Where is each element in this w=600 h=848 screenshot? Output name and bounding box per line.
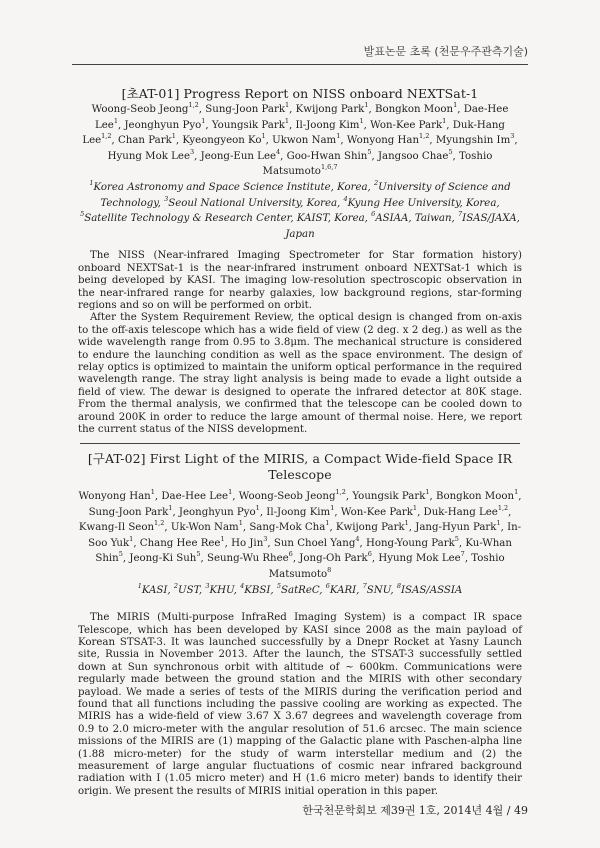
affiliation-number: 3 [164, 194, 169, 203]
affiliation-marker: 1 [330, 503, 335, 512]
affiliation-name: University of Science and Technology, [100, 181, 511, 209]
author-name: Sung-Joon Park [88, 506, 169, 518]
affiliation-name: SatReC, [281, 584, 326, 596]
author-name: In-Soo Yuk [88, 522, 522, 549]
author-name: Hyung Mok Lee [378, 553, 461, 565]
author-list: Wonyong Han$^1$, Dae-Hee Lee$^1$, Woong-Seob Jeong$^{1,2}$, Youngsik Park$^1$, Bongkon Moon$^1$, Sung-Joon Park$^1$, Jeonghyun Pyo$^1$, Il-Joong Kim$^1$, Won-Kee Park$^1$, Duk-Hang Lee$^{1,2}$, Kwang-Il Seon$^{1,2}$, Uk-Won Nam$^1$, Sang-Mok Cha$^1$, Kwijong Park$^1$, Jang-Hyun Park$^1$, In-Soo Yuk$^1$, Chang Hee Ree$^1$, Ho Jin$^3$, Sun Choel Yang$^4$, Hong-Young Park$^5$, Ku-Whan Shin$^5$, Jeong-Ki Suh$^5$, Seung-Wu Rhee$^6$, Jong-Oh Park$^6$, Hyung Mok Lee$^7$, Toshio Matsumoto$^8$ [78, 488, 522, 580]
author-name: Chang Hee Ree [139, 537, 221, 549]
affiliation-marker: 1 [514, 488, 519, 496]
affiliation-marker: 1 [150, 488, 155, 496]
author-name: Myungshin Im [435, 135, 511, 147]
affiliation-marker: 5 [454, 534, 459, 543]
author-name: Youngsik Park [352, 491, 426, 502]
author-name: Il-Joong Kim [295, 119, 360, 131]
abstract-title: [초AT-01] Progress Report on NISS onboard NEXTSat-1 [121, 86, 479, 101]
affiliation-marker: 4 [355, 534, 360, 543]
abstract-title: [구AT-02] First Light of the MIRIS, a Compact Wide-field Space IR Telescope [87, 451, 513, 482]
affiliation-marker: 1,2 [101, 132, 112, 141]
affiliation-marker: 1 [284, 116, 290, 125]
affiliation-marker: 1 [442, 116, 447, 125]
author-name: Jong-Oh Park [299, 553, 368, 565]
author-name: Sang-Mok Cha [249, 522, 326, 534]
abstract-paragraph: The MIRIS (Multi-purpose InfraRed Imaging System) is a compact IR space Telescope, which has been developed by KASI since 2008 as the main payload of Korean STSAT-3. It was launched successfully by a Dnepr Rocket at Yasny Launch site, Russia in November 2013. After the launch, the STSAT-3 successfully settled down at Sun synchronous orbit with altitude of ~ 600km. Communications were regularly made between the ground station and the MIRIS with other secondary payload. We made a series of tests of the MIRIS during the verification period and found that all functions including the passive cooling are working as expected. The MIRIS has a wide-field of view 3.67 X 3.67 degrees and wavelength coverage from 0.9 to 2.0 micro-meter with the angular resolution of 51.6 arcsec. The main science missions of the MIRIS are (1) mapping of the Galactic plane with Paschen-alpha line (1.88 micro-meter) for the study of warm interstellar medium and (2) the measurement of large angular fluctuations of cosmic near infrared background radiation with I (1.05 micro meter) and H (1.6 micro meter) bands to identify their origin. We present the results of MIRIS initial operation in this paper. [78, 612, 522, 797]
affiliation-marker: 3 [510, 132, 515, 141]
affiliation-marker: 1 [261, 132, 266, 141]
author-name: Il-Joong Kim [266, 506, 331, 518]
author-name: Seung-Wu Rhee [206, 553, 289, 565]
section-rule [80, 443, 520, 444]
affiliation-marker: 5 [118, 550, 123, 559]
affiliation-list [78, 583, 522, 599]
affiliation-marker: 1,2 [154, 519, 165, 528]
author-name: Toshio Matsumoto [268, 553, 505, 580]
author-name: Duk-Hang Lee [82, 119, 505, 147]
abstract-paragraph: After the System Requirement Review, the optical design is changed from on-axis to the off-axis telescope which has a wide field of view (2 deg. x 2 deg.) as well as the wide wavelength range from 0.95 to 3.8μm. The mechanical structure is considered to endure the launching condition as well as the space environment. The design of relay optics is optimized to maintain the uniform optical performance in the required wavelength range. The stray light analysis is being made to evade a light outside a field of view. The dewar is designed to operate the infrared detector at 80K stage. From the thermal analysis, we confirmed that the telescope can be cooled down to around 200K in order to reduce the large amount of thermal noise. Here, we report the current status of the NISS development. [78, 312, 522, 436]
affiliation-marker: 3 [189, 147, 195, 156]
affiliation-marker: 1 [359, 116, 364, 125]
affiliation-marker: 1 [453, 101, 458, 109]
author-name: Uk-Won Nam [170, 522, 239, 534]
author-name: Ho Jin [231, 537, 264, 549]
author-name: Goo-Hwan Shin [286, 150, 368, 162]
affiliation-number: 6 [371, 210, 376, 219]
abstract-miris [78, 451, 522, 798]
affiliation-marker: 1 [336, 132, 341, 141]
author-name: Youngsik Park [211, 119, 285, 131]
affiliation-marker: 5 [367, 147, 372, 156]
affiliation-marker: 1,6,7 [320, 163, 338, 172]
affiliation-name: KBSI, [244, 584, 277, 596]
affiliation-marker: 1,2 [419, 132, 430, 141]
affiliation-name: ASIAA, Taiwan, [375, 213, 459, 225]
author-name: Jangsoo Chae [377, 150, 449, 162]
author-name: Kwijong Park [335, 522, 405, 534]
affiliation-name: ISAS/JAXA, Japan [285, 213, 520, 240]
abstract-paragraph: The NISS (Near-infrared Imaging Spectrometer for Star formation history) onboard NEXTSat-1 is the near-infrared instrument onboard NEXTSat-1 which is being developed by KASI. The imaging low-resolution spectroscopic observation in the near-infrared range for nearby galaxies, low background regions, star-forming regions and so on will be performed on orbit. [78, 250, 522, 311]
affiliation-marker: 1 [412, 503, 418, 512]
author-name: Duk-Hang Lee [423, 506, 498, 518]
author-name: Kwijong Park [295, 104, 365, 115]
author-name: Sung-Joon Park [205, 104, 286, 115]
affiliation-marker: 1 [425, 488, 430, 496]
abstract-body [78, 250, 522, 436]
affiliation-marker: 1 [228, 488, 233, 496]
affiliation-marker: 1 [404, 519, 409, 528]
affiliation-number: 8 [396, 581, 401, 590]
affiliation-number: 5 [276, 581, 282, 590]
affiliation-number: 1 [137, 581, 142, 590]
affiliation-marker: 5 [448, 147, 453, 156]
author-name: Toshio Matsumoto [262, 150, 493, 178]
journal-footer: 한국천문학회보 제39권 1호, 2014년 4월 / 49 [302, 804, 528, 817]
author-name: Sun Choel Yang [273, 537, 356, 549]
abstract-niss [78, 86, 522, 436]
author-list: Woong-Seob Jeong$^{1,2}$, Sung-Joon Park$^1$, Kwijong Park$^1$, Bongkon Moon$^1$, Dae-Hee Lee$^1$, Jeonghyun Pyo$^1$, Youngsik Park$^1$, Il-Joong Kim$^1$, Won-Kee Park$^1$, Duk-Hang Lee$^{1,2}$, Chan Park$^1$, Kyeongyeon Ko$^1$, Ukwon Nam$^1$, Wonyong Han$^{1,2}$, Myungshin Im$^3$, Hyung Mok Lee$^3$, Jeong-Eun Lee$^4$, Goo-Hwan Shin$^5$, Jangsoo Chae$^5$, Toshio Matsumoto$^{1,6,7}$ [82, 101, 518, 178]
affiliation-number: 6 [325, 581, 330, 590]
author-name: Jeong-Ki Suh [129, 553, 197, 565]
affiliation-name: UST, [178, 584, 206, 596]
affiliation-name: KARI, [329, 584, 363, 596]
affiliation-marker: 1,2 [497, 503, 509, 512]
affiliation-marker: 1 [113, 116, 118, 125]
affiliation-marker: 1,2 [335, 488, 346, 496]
affiliation-marker: 4 [276, 147, 281, 156]
affiliation-number: 7 [458, 210, 463, 219]
author-name: Jeong-Eun Lee [200, 150, 277, 162]
author-name: Dae-Hee Lee [95, 104, 509, 131]
affiliation-number: 7 [362, 581, 367, 590]
author-name: Kwang-Il Seon [78, 522, 155, 534]
author-name: Ku-Whan Shin [95, 537, 512, 565]
author-name: Woong-Seob Jeong [91, 104, 189, 115]
affiliation-name: KASI, [141, 584, 174, 596]
author-name: Wonyong Han [346, 135, 420, 147]
author-name: Hong-Young Park [365, 537, 455, 549]
author-name: Ukwon Nam [272, 135, 337, 147]
affiliation-marker: 1 [364, 101, 369, 109]
affiliation-name: SNU, [366, 584, 397, 596]
affiliation-marker: 1 [238, 519, 243, 528]
author-name: Kyeongyeon Ko [182, 135, 262, 147]
author-name: Wonyong Han [78, 491, 151, 502]
affiliation-number: 3 [205, 581, 210, 590]
affiliation-name: KHU, [209, 584, 241, 596]
affiliation-number: 2 [374, 178, 379, 187]
affiliation-marker: 1 [129, 534, 134, 543]
author-name: Hyung Mok Lee [107, 150, 190, 162]
affiliation-marker: 7 [460, 550, 465, 559]
author-name: Jang-Hyun Park [415, 522, 497, 534]
affiliation-marker: 6 [288, 550, 293, 559]
affiliation-marker: 6 [367, 550, 372, 559]
author-name: Chan Park [118, 135, 172, 147]
affiliation-name: Kyung Hee University, Korea, [347, 197, 500, 209]
affiliation-marker: 1 [171, 132, 176, 141]
affiliation-marker: 1 [325, 519, 330, 528]
affiliation-number: 4 [240, 581, 245, 590]
affiliation-marker: 1 [201, 116, 206, 125]
author-name: Won-Kee Park [370, 119, 443, 131]
affiliation-marker: 1 [220, 534, 225, 543]
author-name: Bongkon Moon [436, 491, 515, 502]
author-name: Jeonghyun Pyo [178, 506, 256, 518]
affiliation-marker: 3 [263, 534, 268, 543]
affiliation-list [78, 180, 522, 242]
affiliation-number: 2 [173, 581, 179, 590]
affiliation-marker: 1 [255, 503, 260, 512]
affiliation-marker: 1 [496, 519, 501, 528]
affiliation-marker: 1 [168, 503, 173, 512]
affiliation-number: 4 [343, 194, 348, 203]
author-name: Won-Kee Park [340, 506, 413, 518]
affiliation-marker: 1 [285, 101, 290, 109]
affiliation-name: Korea Astronomy and Space Science Institute, Korea, [93, 181, 375, 193]
author-name: Woong-Seob Jeong [238, 491, 336, 502]
affiliation-name: ISAS/ASSIA [400, 584, 463, 596]
affiliation-marker: 8 [327, 565, 332, 574]
affiliation-marker: 5 [196, 550, 201, 559]
affiliation-name: Satellite Technology & Research Center, KAIST, Korea, [84, 213, 372, 225]
author-name: Bongkon Moon [374, 104, 454, 115]
author-name: Jeonghyun Pyo [124, 119, 202, 131]
affiliation-number: 5 [80, 210, 85, 219]
affiliation-marker: 1,2 [188, 101, 199, 109]
affiliation-name: Seoul National University, Korea, [168, 197, 344, 209]
abstract-body [78, 612, 522, 798]
header-rule [72, 64, 528, 65]
running-header: 발표논문 초록 (천문우주관측기술) [363, 45, 528, 58]
author-name: Dae-Hee Lee [161, 491, 229, 502]
affiliation-number: 1 [89, 178, 94, 187]
